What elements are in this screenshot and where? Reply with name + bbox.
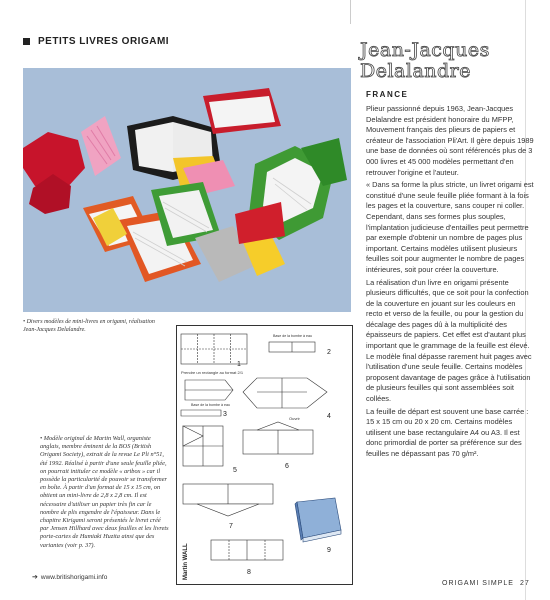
step-3-number: 3 — [223, 411, 227, 418]
page-number: 27 — [519, 580, 530, 587]
step-8-number: 8 — [247, 569, 251, 576]
step-9-number: 9 — [327, 547, 331, 554]
step-7-number: 7 — [229, 523, 233, 530]
photo-caption: • Divers modèles de mini-livres en origami, réalisation Jean-Jacques Delalandre. — [23, 319, 155, 333]
body-paragraph: La feuille de départ est souvent une base carrée : 15 x 15 cm ou 20 x 20 cm. Certains modèles utilisent une base rectangulaire A4 ou A3. Il est donc primordial de porter sa préférence sur des feuilles ne dépassant pas 70 g/m². — [366, 406, 529, 458]
note-link[interactable] — [32, 573, 107, 581]
step-1-label: Prendre un rectangle au format 2/1 — [181, 370, 244, 375]
step-4-number: 4 — [327, 413, 331, 420]
origami-books-photo — [23, 68, 351, 312]
author-name: Jean-Jacques Delalandre — [360, 39, 490, 82]
step-5-number: 5 — [233, 467, 237, 474]
body-paragraph: La réalisation d'un livre en origami présente plusieurs difficultés, que ce soit pour la confection de la couverture en jouant sur les couleurs en recto et verso de la feuille, ou pour la gestion du décalage des pages dû à la multiplicité des épaisseurs de papiers. Cet effet est d'autant plus important que le grammage de la feuille est élevé. Le modèle final dépasse rarement huit pages avec l'utilisation d'une seule feuille. Certains modèles proposent davantage de pages grâce à l'utilisation de plusieurs feuilles qui sont assemblées soit collées. — [366, 277, 532, 404]
author-country: FRANCE — [366, 90, 409, 99]
top-divider — [350, 0, 351, 24]
magazine-name: ORIGAMI SIMPLE — [442, 580, 514, 587]
folding-diagram — [176, 325, 353, 585]
article-body — [366, 104, 534, 462]
step-1-number: 1 — [237, 361, 241, 368]
model-note: • Modèle original de Martin Wall, organiste anglais, membre éminent de la BOS (British Origami Society), extrait de la revue Le Pli n°51, été 1992. Réalisé à partir d'une seule feuille pliée, on pourrait intituler ce modèle « aribox » car il possède la particularité de pouvoir se transformer en boîte. À partir d'un format de 15 x 15 cm, on obtient un mini-livre de 2,8 x 2,8 cm. Il est nécessaire d'utiliser un papier très fin car le nombre de plis engendre de l'épaisseur. Dans le chapitre Kirigami seront présentés le livret créé par Jensen Hillhard avec deux feuilles et les livrets porte-cartes de Humiaki Huzita ainsi que des variantes (voir p. 37). — [40, 435, 169, 549]
arrow-right-icon: ➔ — [32, 574, 38, 581]
step-3-label: Base de la bombe à eau — [191, 403, 230, 407]
page-footer — [442, 580, 530, 587]
square-bullet-icon — [23, 38, 30, 45]
step-2-label: Base de la bombe à eau — [273, 334, 312, 338]
body-paragraph: Plieur passionné depuis 1963, Jean-Jacques Delalandre est président honoraire du MFPP, Mouvement français des plieurs de papiers et créateur de l'association Pli'Art. Il gère depuis 1989 une base de données où sont référencés plus de 3 000 livres et 45 000 modèles permettant d'en retrouver l'origine et l'auteur. — [366, 104, 534, 177]
step-2-number: 2 — [327, 349, 331, 356]
body-paragraph: « Dans sa forme la plus stricte, un livret origami est constitué d'une seule feuille pliée formant à la fois les pages et la couverture, sans couper ni coller. Cependant, dans ses formes plus souples, l'implantation judicieuse d'entailles peut permettre par exemple d'obtenir un nombre de pages plus important. Certains modèles utilisent plusieurs feuilles soit pour augmenter le nombre de pages intérieures, soit pour créer la couverture. — [366, 180, 534, 274]
step-1-sheet — [181, 334, 247, 364]
ouvrir-label: Ouvrir — [289, 416, 300, 421]
section-title: PETITS LIVRES ORIGAMI — [38, 35, 170, 47]
diagram-author: Martin WALL — [183, 543, 189, 580]
note-url-text[interactable]: www.britishorigami.info — [40, 573, 108, 581]
section-header — [23, 33, 333, 49]
step-6-number: 6 — [285, 463, 289, 470]
